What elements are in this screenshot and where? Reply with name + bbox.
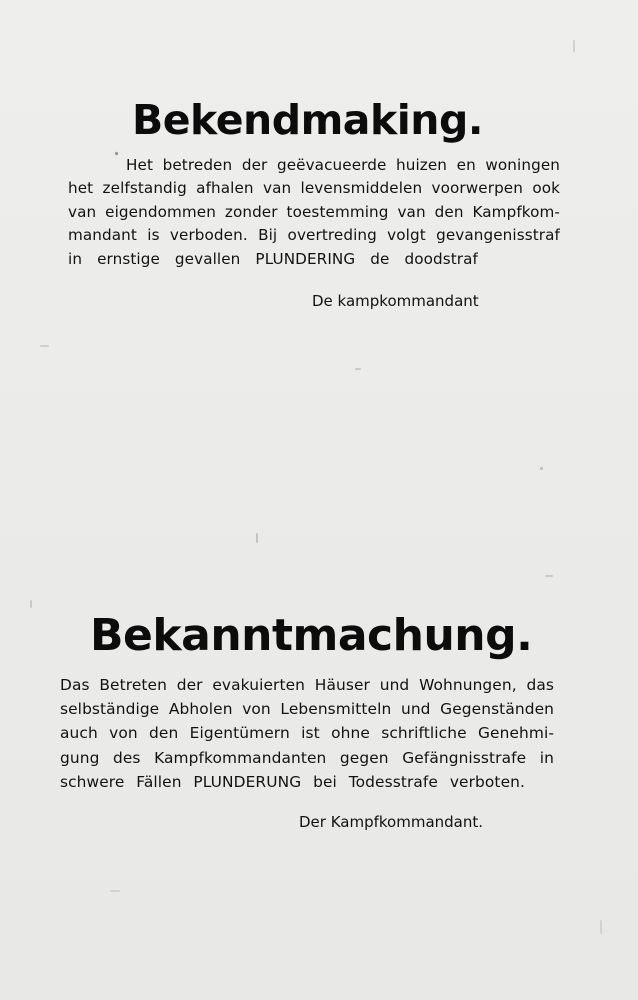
paper-mark	[540, 467, 543, 470]
german-notice-title: Bekanntmachung.	[90, 610, 533, 661]
dutch-notice-line: Het betreden der geëvacueerde huizen en woningen	[126, 156, 560, 174]
paper-mark	[573, 40, 575, 52]
german-notice-signature: Der Kampfkommandant.	[299, 813, 484, 831]
paper-mark	[40, 345, 49, 347]
dutch-notice-body	[68, 154, 568, 271]
german-notice	[60, 605, 560, 831]
german-notice-body	[60, 673, 560, 794]
dutch-notice-signature: De kampkommandant	[312, 292, 479, 310]
paper-mark	[30, 600, 32, 608]
paper-mark	[600, 920, 602, 934]
paper-mark	[110, 890, 120, 892]
dutch-notice-line: van eigendommen zonder toestemming van den Kampfkom-	[68, 202, 560, 221]
dutch-notice-line: het zelfstandig afhalen van levensmiddelen voorwerpen ook	[68, 179, 560, 198]
dutch-notice-line: mandant is verboden. Bij overtreding volgt gevangenisstraf	[68, 226, 560, 245]
dutch-notice-title: Bekendmaking.	[132, 96, 483, 144]
german-notice-line: selbständige Abholen von Lebensmitteln und Gegenständen	[60, 700, 554, 719]
german-notice-line: auch von den Eigentümern ist ohne schriftliche Genehmi-	[60, 724, 554, 743]
dutch-notice	[68, 92, 568, 310]
german-notice-line: Das Betreten der evakuierten Häuser und Wohnungen, das	[60, 676, 554, 694]
paper-mark	[355, 368, 361, 370]
german-notice-line: schwere Fällen PLUNDERUNG bei Todesstrafe verboten.	[60, 772, 525, 791]
paper-mark	[256, 533, 258, 543]
dutch-notice-line: in ernstige gevallen PLUNDERING de doodstraf	[68, 249, 478, 268]
german-notice-line: gung des Kampfkommandanten gegen Gefängnisstrafe in	[60, 748, 554, 767]
paper-mark	[545, 575, 553, 577]
